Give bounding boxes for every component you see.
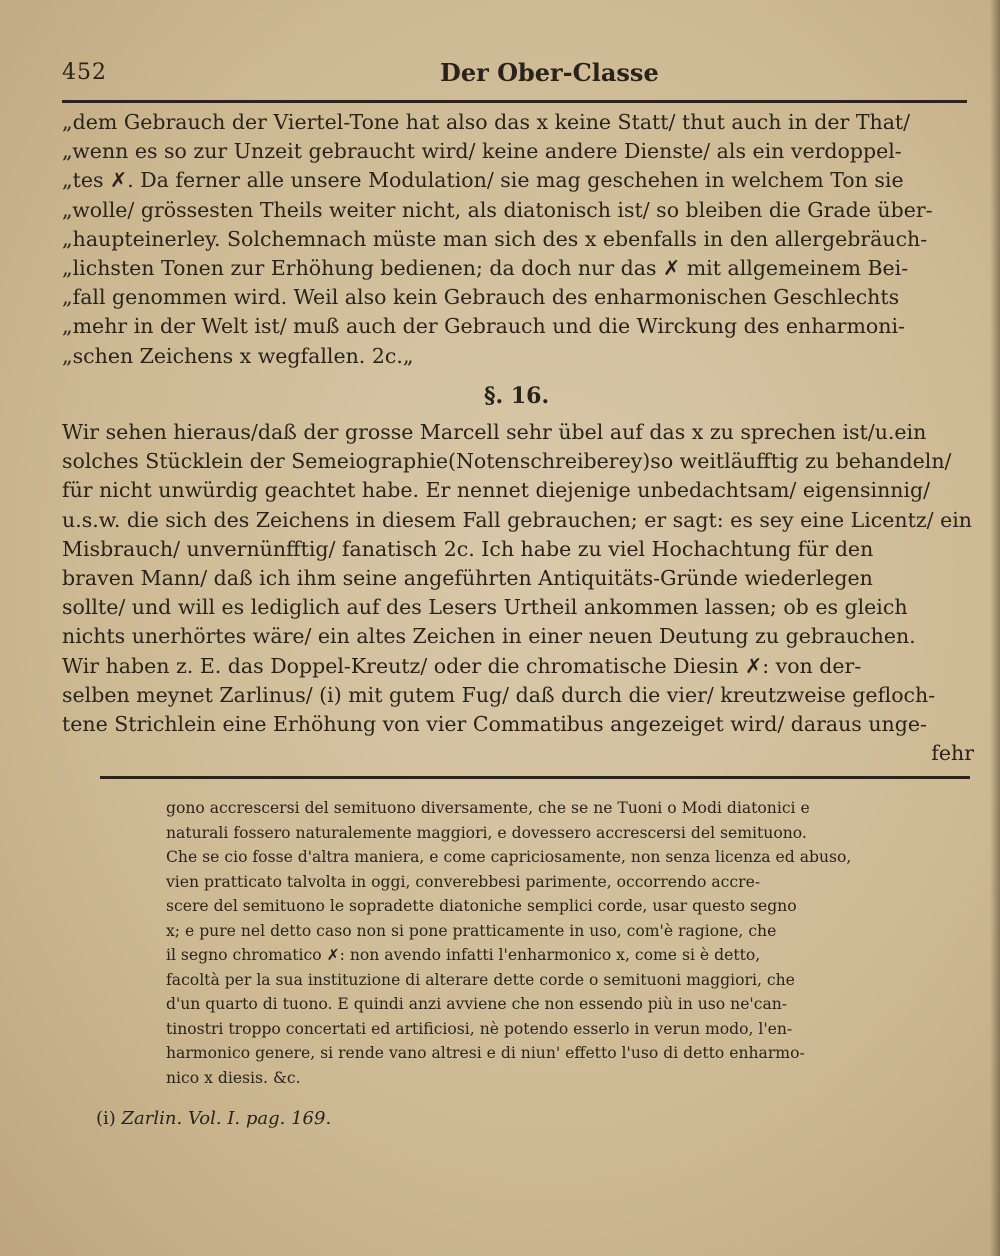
paragraph-line: für nicht unwürdig geachtet habe. Er nennet diejenige unbedachtsam/ eigensinnig/ xyxy=(62,478,931,503)
italian-line: gono accrescersi del semituono diversamente, che se ne Tuoni o Modi diatonici e xyxy=(166,799,810,817)
quoted-passage xyxy=(62,108,974,371)
main-paragraph xyxy=(62,418,974,768)
paragraph-line: nichts unerhörtes wäre/ ein altes Zeichen in einer neuen Deutung zu gebrauchen. xyxy=(62,624,916,649)
running-head: Der Ober-Classe xyxy=(440,58,659,87)
italian-quotation xyxy=(166,796,974,1090)
section-number: §. 16. xyxy=(484,383,550,409)
paragraph-line: braven Mann/ daß ich ihm seine angeführten Antiquitäts-Gründe wiederlegen xyxy=(62,565,873,590)
paragraph-line: solches Stücklein der Semeiographie(Notenschreiberey)so weitläufftig zu behandeln/ xyxy=(62,449,952,474)
italian-line: il segno chromatico ✗: non avendo infatti l'enharmonico x, come si è detto, xyxy=(166,946,761,964)
italian-line: facoltà per la sua instituzione di alterare dette corde o semituoni maggiori, che xyxy=(166,970,795,989)
paragraph-line: Wir haben z. E. das Doppel-Kreutz/ oder die chromatische Diesin ✗: von der- xyxy=(62,653,862,678)
header-rule xyxy=(62,100,967,103)
paragraph-line: selben meynet Zarlinus/ (i) mit gutem Fug/ daß durch die vier/ kreutzweise gefloch- xyxy=(62,682,936,707)
italian-line: x; e pure nel detto caso non si pone pratticamente in uso, com'è ragione, che xyxy=(166,921,777,940)
quote-line: „dem Gebrauch der Viertel-Tone hat also das x keine Statt/ thut auch in der That/ xyxy=(62,110,911,134)
italian-line: nico x diesis. &c. xyxy=(166,1068,301,1087)
paragraph-line: tene Strichlein eine Erhöhung von vier Commatibus angezeiget wird/ daraus unge- xyxy=(62,711,927,736)
italian-line: scere del semituono le sopradette diatoniche semplici corde, usar questo segno xyxy=(166,897,797,915)
quote-line: „wenn es so zur Unzeit gebraucht wird/ keine andere Dienste/ als ein verdoppel- xyxy=(62,139,902,164)
catchword: fehr xyxy=(931,741,974,766)
paragraph-line: u.s.w. die sich des Zeichens in diesem Fall gebrauchen; er sagt: es sey eine Licentz/ ein xyxy=(62,507,972,532)
footnote xyxy=(96,1108,331,1129)
paragraph-line: sollte/ und will es lediglich auf des Lesers Urtheil ankommen lassen; ob es gleich xyxy=(62,595,908,620)
footnote-mark: (i) xyxy=(96,1108,116,1129)
quote-line: „tes ✗. Da ferner alle unsere Modulation/ sie mag geschehen in welchem Ton sie xyxy=(62,168,904,193)
quote-line: „wolle/ grössesten Theils weiter nicht, als diatonisch ist/ so bleiben die Grade über- xyxy=(62,197,933,222)
footnote-rule xyxy=(100,776,970,779)
quote-line: „haupteinerley. Solchemnach müste man sich des x ebenfalls in den allergebräuch- xyxy=(62,226,928,251)
footnote-text: Zarlin. Vol. I. pag. 169. xyxy=(121,1108,332,1129)
italian-line: vien pratticato talvolta in oggi, converebbesi parimente, occorrendo accre- xyxy=(166,872,761,891)
page-number: 452 xyxy=(62,60,107,85)
italian-line: d'un quarto di tuono. E quindi anzi avviene che non essendo più in uso ne'can- xyxy=(166,995,788,1013)
page-header xyxy=(62,58,962,92)
paragraph-line: Wir sehen hieraus/daß der grosse Marcell sehr übel auf das x zu sprechen ist/u.ein xyxy=(62,420,927,444)
italian-line: tinostri troppo concertati ed artificiosi, nè potendo esserlo in verun modo, l'en- xyxy=(166,1019,793,1038)
page-edge-shadow xyxy=(990,0,1000,1256)
italian-line: harmonico genere, si rende vano altresi e di niun' effetto l'uso di detto enharmo- xyxy=(166,1044,805,1062)
quote-line: „schen Zeichens x wegfallen. 2c.„ xyxy=(62,343,414,368)
italian-line: naturali fossero naturalemente maggiori, e dovessero accrescersi del semituono. xyxy=(166,823,807,842)
paragraph-line: Misbrauch/ unvernünfftig/ fanatisch 2c. Ich habe zu viel Hochachtung für den xyxy=(62,536,874,561)
quote-line: „mehr in der Welt ist/ muß auch der Gebrauch und die Wirckung des enharmoni- xyxy=(62,314,905,339)
quote-line: „fall genommen wird. Weil also kein Gebrauch des enharmonischen Geschlechts xyxy=(62,285,900,310)
italian-line: Che se cio fosse d'altra maniera, e come capriciosamente, non senza licenza ed abuso, xyxy=(166,848,852,866)
quote-line: „lichsten Tonen zur Erhöhung bedienen; da doch nur das ✗ mit allgemeinem Bei- xyxy=(62,255,909,280)
